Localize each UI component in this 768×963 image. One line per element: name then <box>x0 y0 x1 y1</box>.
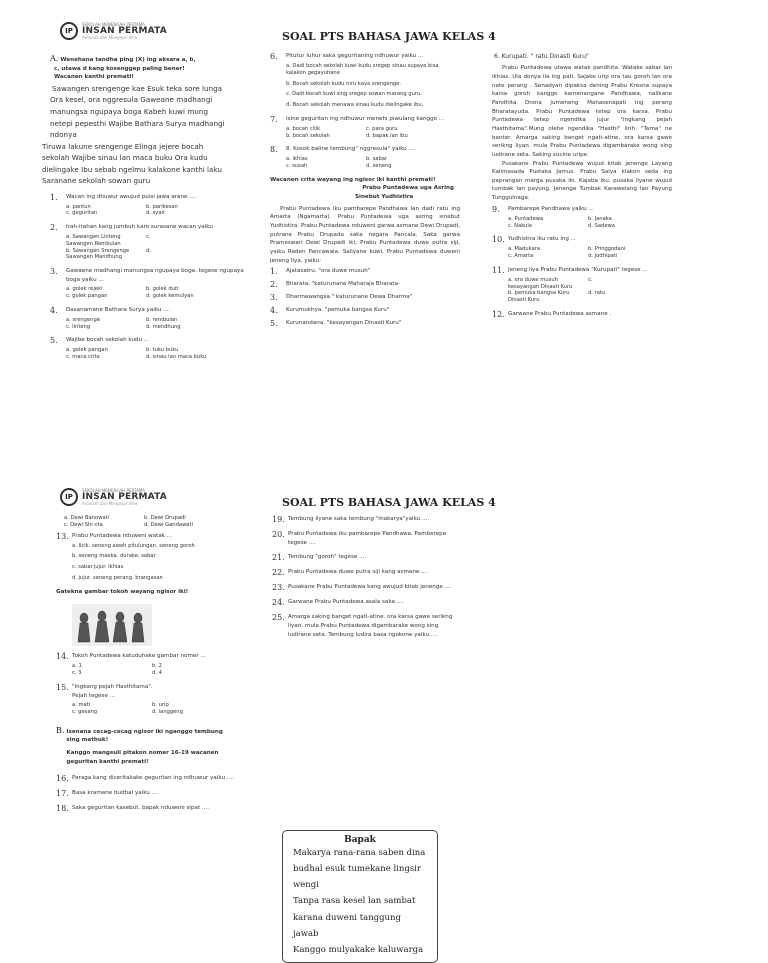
option: Dinasti Kuru <box>508 297 540 304</box>
question-row <box>270 115 460 124</box>
options-grid <box>270 126 460 140</box>
read-instruction: Wacanen kanthi premati! <box>54 74 134 81</box>
passage-line: sekolah Wajibe sinau lan maca buku Ora kudu <box>42 153 208 163</box>
question-list <box>50 193 245 361</box>
options-list <box>270 63 460 109</box>
logo-subtitle: SEKOLAH MENENGAH PERTAMA <box>82 21 146 27</box>
name-item <box>270 293 460 302</box>
instruction-line: Kanggo mangsuli pitakon nomer 16-19 wacanen <box>66 750 219 757</box>
question-row <box>272 568 457 577</box>
question-text: Amarga saking banget ngati-atine. ora karsa gawe serikng liyan. mula Prabu Puntadewa digambarake wong sing ludirane seta. Tembung ludira basa ngokone yaiku .... <box>288 614 453 638</box>
name-number: 1. <box>270 267 278 277</box>
question-list <box>56 774 256 813</box>
page-title: SOAL PTS BAHASA JAWA KELAS 4 <box>282 30 496 43</box>
question <box>270 52 460 109</box>
school-logo <box>60 488 167 506</box>
option <box>146 254 226 261</box>
question <box>50 336 245 361</box>
option: d. langgeng <box>152 709 183 716</box>
question-number: 3. <box>50 267 58 277</box>
instruction-line: c, utawa d kang kosenggep paling bener! <box>54 65 185 72</box>
question-row <box>50 336 245 345</box>
wayang-figures-icon <box>72 604 152 646</box>
question-text: Basa kramane budhal yaiku .... <box>72 790 159 797</box>
option: c. Dadi bocah kuwi sing sregep sowan marang guru. <box>286 91 422 98</box>
option: c. maca crita <box>66 354 100 361</box>
options-grid <box>56 663 256 677</box>
question-row <box>56 532 256 541</box>
options-grid <box>50 234 245 261</box>
option: c. <box>146 234 151 241</box>
option: b. seneng maeka. durake. sabar <box>72 553 156 560</box>
option: b. Pringgodani <box>588 246 626 253</box>
option <box>588 284 668 291</box>
question-number: 25. <box>272 613 285 623</box>
name-number: 3. <box>270 293 278 303</box>
question-row <box>56 652 256 661</box>
question-text: Garwane Prabu Puntadewa asmane . <box>508 310 612 317</box>
question-row <box>50 306 245 315</box>
option: c. Nakula <box>508 222 532 229</box>
passage-line: dielingake Ibu sebab ngelmu kalakone kanthi laku <box>42 164 222 174</box>
story-paragraph: Prabu Puntadewa utawa watak pandhita. Watake sabar lan ikhlas. Ula donya ila ing pati. Sajake urip ora tau goroh lan ora nate perang . Senadyan dipaksa dening Prabu Kresna supaya karsa goroh kanggo kamenangane Pandhawa, nalikane Pandhita Drona jumeneng Mahasenapati ing perang Bharatayuda. Prabu Puntadewa tetep ora karsa. Prabu Puntadewa tetep ngendika jujur "ingkang pejah Hasthitama".Mung olehe ngendika "Hasthi" lirih. "Tama" ne banter. Amarga saking banget ngati-atine, ora karsa gawe serikng liyan. mula Prabu Puntadewa digambarake wong sing ludirane seta. Saking sucine uripe. <box>492 65 672 158</box>
instruction-line: sing mathuk! <box>66 737 109 744</box>
question-row <box>492 235 672 244</box>
question-number: 6. <box>270 52 278 61</box>
page2-right-column <box>272 515 457 645</box>
name-text: Ajatasatru. "ora duwe musuh" <box>286 268 371 275</box>
question-row <box>50 267 245 284</box>
logo-mark: IP <box>60 22 78 40</box>
question <box>272 568 457 577</box>
logo-tagline: Amanah dan Mengejar Ilmu <box>82 500 138 506</box>
options-grid <box>50 347 245 361</box>
question-text: Irah-irahan kang jumbuh karo surasane wacan yaiku <box>66 224 213 231</box>
option: b. sabar <box>366 156 388 163</box>
question <box>50 193 245 218</box>
question <box>272 530 457 547</box>
question-text: Yudhistira iku ratu ing ... <box>508 236 577 243</box>
option: b. 2 <box>152 663 162 670</box>
option: c. Amarta <box>508 253 534 260</box>
options-grid <box>270 156 460 170</box>
option: d. jujur. seneng perang. brangasan <box>72 574 163 581</box>
question-list <box>272 515 457 639</box>
question <box>272 613 457 639</box>
question-text: Jeneng liya Prabu Puntadewa "Kurupati" tegese ... <box>508 266 648 273</box>
question-number: 4. <box>50 305 58 315</box>
question-15 <box>56 683 256 716</box>
name-number: 2. <box>270 280 278 290</box>
option: a. Dadi bocah sekolah kuwi kudu sregep sinau supaya bisa kalakon gegayuhane <box>286 63 439 76</box>
question-number: 22. <box>272 568 285 578</box>
option: c. susah <box>286 163 308 169</box>
question <box>270 145 460 170</box>
question-number: 14. <box>56 652 69 662</box>
question-number: 20. <box>272 530 285 539</box>
question-row <box>492 310 672 319</box>
option: c. Dewi Shi nta <box>64 521 103 528</box>
name-item: 6. Kurupati. " ratu Dinasti Kuru" <box>494 53 589 60</box>
option: d. Dewi Gandawati <box>144 521 193 528</box>
poem-line: karana duweni tanggung jawab <box>293 912 401 939</box>
question-text: Gawaene madhangi manungsa ngupaya boga. tegese ngupaya boga yaiku ... <box>66 268 244 283</box>
name-list <box>270 267 460 328</box>
option: d. ratu <box>588 290 606 297</box>
question-text: Pusakane Prabu Puntadewa kang awujud kitab jenenge .... <box>288 584 452 591</box>
story-body: Prabu Puntadewa iku pambarepe Pandhawa lan dadi ratu ing Amarta (Ngamarta). Prabu Puntadewa uga asring sinebut Yudhistira. Prabu Puntadewa nduweni garwa asmane Dewi Drupadi, putrane Prabu Drupada saka negara Pancala. Saka garwa Prameswari Dewi Drupadi iki, Prabu Puntadewa duwe putra siji, yaiku Raden Pancawala. Saliyane kuwi, Prabu Puntadewa duweni jeneng liya, yaiku: <box>270 205 460 264</box>
question <box>272 515 457 524</box>
question <box>56 683 256 716</box>
question-row <box>270 145 460 154</box>
question-row <box>492 266 672 275</box>
option: d. golek kemulyan <box>146 293 194 300</box>
poem-line: Kanggo mulyakake kaluwarga <box>293 944 424 955</box>
question-number: 12. <box>492 309 505 319</box>
option: c. golek pangan <box>66 293 108 300</box>
passage-line: Sawangen srengenge kae Esuk teka sore lunga <box>52 83 223 93</box>
question-row <box>272 530 457 547</box>
question-number: 21. <box>272 553 285 563</box>
question-text: Dasanamane Bathara Surya yaiku .... <box>66 306 171 313</box>
poem-line: Tanpa rasa kesel lan sambat <box>293 896 416 907</box>
question-text: Tembung liyane saka tembung "makarya"yaiku .... <box>288 516 430 522</box>
question <box>492 266 672 304</box>
section-b-label: B. <box>56 725 65 735</box>
question <box>50 306 245 331</box>
question-text: Prabu Puntadewa nduweni watak ... <box>72 532 173 539</box>
options-grid <box>492 216 672 230</box>
question-number: 23. <box>272 583 285 593</box>
option: b. Bocah sekolah kudu niru kaya srengenge. <box>286 80 401 87</box>
question-number: 10. <box>492 235 505 245</box>
question-number: 17. <box>56 789 69 799</box>
option: a. golek rejeki <box>66 286 103 293</box>
question-number: 1. <box>50 192 58 202</box>
option: a. Dewi Banowati <box>64 515 110 521</box>
instruction-line: Wenehana tandha ping (X) ing aksara a, b, <box>60 57 196 63</box>
page-title: SOAL PTS BAHASA JAWA KELAS 4 <box>282 496 496 509</box>
question-row <box>272 515 457 524</box>
question-row <box>272 598 457 607</box>
option: a. mati <box>72 702 91 709</box>
page2-left-column <box>56 515 256 819</box>
options-grid <box>492 277 672 304</box>
question <box>272 553 457 562</box>
question-number: 7. <box>270 114 278 124</box>
name-item <box>270 267 460 276</box>
school-logo <box>60 22 167 40</box>
question-row <box>56 683 256 692</box>
question-text: Garwane Prabu Puntadewa asala saka .... <box>288 599 404 606</box>
option: a. licik. seneng aweh pitulungan. seneng goroh <box>72 542 195 549</box>
option: d. bapak lan ibu <box>366 132 408 139</box>
question <box>50 223 245 261</box>
option: b. bocah sekolah <box>286 132 330 139</box>
question-number: 13. <box>56 531 69 541</box>
poem-box <box>282 830 438 963</box>
options-grid <box>50 317 245 331</box>
question-number: 2. <box>50 223 58 233</box>
question <box>56 774 256 783</box>
question <box>56 532 256 582</box>
option: c. <box>588 276 593 283</box>
option: b. Janaka <box>588 215 612 222</box>
name-text: Kurumukhya. "pemuka bangsa Kuru" <box>286 307 390 314</box>
story-title: Prabu Puntadewa uga Asring <box>362 185 454 192</box>
option: c. para guru <box>366 125 398 132</box>
question <box>56 652 256 677</box>
option: a. ikhlas <box>286 156 308 163</box>
option: a. 1 <box>72 663 82 670</box>
option: b. pemuka bangsa Kuru <box>508 290 570 297</box>
section-a-label: A. <box>50 54 59 63</box>
question-text: Pitutur luhur saka geguritaning ndhuwur yaiku ... <box>286 53 424 59</box>
poem-passage <box>42 83 245 187</box>
image-instruction: Gatekna gambar tokoh wayang ngisor iki! <box>56 588 189 595</box>
logo-subtitle: SEKOLAH MENENGAH PERTAMA <box>82 487 146 493</box>
option: c. geguritan <box>66 210 98 217</box>
option: d. Bocah sekolah menawa sinau kudu dielingake ibu. <box>286 102 424 108</box>
question-number: 8. <box>270 145 278 155</box>
question-row <box>56 789 256 798</box>
column-3 <box>492 52 672 325</box>
passage-line: netepi pepesthi Wajibe Bathara Surya madhangi <box>50 118 225 128</box>
passage-line: manungsa ngupaya boga Kabeh kuwi mung <box>50 107 209 116</box>
question <box>50 267 245 300</box>
poem-title: Bapak <box>344 835 376 845</box>
question-text: Prabu Puntadewa iku pambarepe Pandhawa. Pamberepe tegese .... <box>288 531 447 546</box>
story-instruction: Wacanen crita wayang ing ngisor iki kanthi premati! <box>270 176 436 183</box>
question-row <box>50 193 245 202</box>
question-number: 11. <box>492 265 505 275</box>
question-row <box>270 52 460 61</box>
option: d. Sadewa <box>588 222 615 229</box>
passage-line: Saranane sekolah sowan guru <box>42 176 151 186</box>
name-item <box>270 306 460 315</box>
question <box>272 598 457 607</box>
question-text: Saka geguritan kasebut. bapak nduweni sipat .... <box>72 805 210 812</box>
options-grid <box>50 286 245 300</box>
question-text: Paraga kang diceritakake geguritan ing ndhuwur yaiku .... <box>72 775 234 782</box>
option <box>588 297 668 304</box>
question <box>56 789 256 798</box>
option: Sawangen Mandhung <box>66 254 122 261</box>
option: b. Dewi Drupadi <box>144 515 186 521</box>
wayang-figures-image <box>72 604 152 646</box>
column-1 <box>42 54 245 367</box>
question-sub: Pejah tegese ... <box>72 692 116 699</box>
question-text: Wajibe bocah sekolah kudu ... <box>66 337 150 344</box>
poem-lines <box>293 845 427 958</box>
question-text: "ingkang pejah Hasthitama". <box>72 683 153 690</box>
options-grid <box>492 246 672 260</box>
poem-line: budhal esuk tumekane lingsir wengi <box>293 864 421 891</box>
question-list <box>270 52 460 170</box>
passage-line: Ora kesel, ora nggresula Gaweane madhangi <box>50 95 213 105</box>
question-text: 8. Kosok baline tembung" nggresula" yaiku .... <box>286 146 416 153</box>
question <box>272 583 457 592</box>
option: a. Sawangen Linteng <box>66 234 121 241</box>
question <box>492 235 672 260</box>
question-number: 9. <box>492 204 500 214</box>
option: a. golek pangan <box>66 347 108 354</box>
question-13 <box>56 532 256 582</box>
name-item <box>270 319 460 328</box>
option: c. gesang <box>72 709 98 716</box>
question-row <box>56 804 256 813</box>
option: a. Madukara <box>508 246 541 253</box>
question-row <box>50 223 245 232</box>
name-text: Kurunandana. "kesayangan Dinasti Kuru" <box>286 320 402 327</box>
question-text: Pambarepe Pandhawa yaiku ... <box>508 205 594 212</box>
poem-line: Makarya rana-rana saben dina <box>293 848 426 858</box>
option: c. 3 <box>72 669 82 676</box>
name-text: Bharata. "katurunane Maharaja Bharata- <box>286 281 401 288</box>
options-grid <box>56 702 256 716</box>
question-number: 15. <box>56 682 69 692</box>
question <box>270 115 460 140</box>
question-text: Tembung "goroh" tegese .... <box>288 554 367 561</box>
option: c. sabar.jujur. ikhlas <box>72 564 124 570</box>
option: a. pantun <box>66 203 91 210</box>
option: b. golek duit <box>146 286 179 293</box>
question-row <box>492 205 672 214</box>
carry-options <box>56 515 256 529</box>
name-text: Dharmawangsa." katurunane Dewa Dharma" <box>286 294 413 301</box>
question <box>492 310 672 319</box>
question-number: 18. <box>56 804 69 814</box>
question-row <box>272 613 457 639</box>
question <box>492 205 672 230</box>
name-number: 5. <box>270 319 278 329</box>
question-row <box>56 774 256 783</box>
option: b. urip <box>152 702 169 709</box>
question-text: Prabu Puntadewa duwe putra siji kang asmane .... <box>288 569 429 576</box>
question-row <box>272 553 457 562</box>
story-title: Sinebut Yudhistira <box>355 194 414 201</box>
option: d. syair <box>146 210 166 217</box>
logo-name: INSAN PERMATA <box>82 491 167 502</box>
option: a. bocah cilik <box>286 125 321 132</box>
options-list <box>56 543 256 582</box>
question-list <box>492 205 672 319</box>
question-row <box>272 583 457 592</box>
question <box>56 804 256 813</box>
column-2 <box>270 52 460 332</box>
option: c. linteng <box>66 323 91 330</box>
option: d. sinau lan maca buku <box>146 354 207 361</box>
options-grid <box>50 204 245 218</box>
option <box>146 241 226 248</box>
option: d. 4 <box>152 669 162 676</box>
question-number: 24. <box>272 598 285 608</box>
question-number: 19. <box>272 515 285 524</box>
logo-tagline: Amanah dan Mengejar Ilmu <box>82 34 138 40</box>
option: b. parikesan <box>146 203 178 210</box>
question-14 <box>56 652 256 677</box>
question-text: Tokoh Puntadewa katuduhake gambar nomer ... <box>72 653 206 660</box>
option: d. mendhung <box>146 323 181 330</box>
name-item <box>270 280 460 289</box>
option: Sawangen Rembulan <box>66 240 121 247</box>
option: d. Jodhipati <box>588 253 618 260</box>
option: a. Puntadewa <box>508 215 544 222</box>
question-text: Wacan ing dhuwur awujud puisi jawa arane .... <box>66 193 197 200</box>
option: b. tuku buku <box>146 347 179 354</box>
name-number: 4. <box>270 306 278 316</box>
question-text: Isine geguritan ing ndhuwur menehi piwulang kanggo ... <box>286 115 445 122</box>
option: d. seneng <box>366 163 392 169</box>
logo-mark: IP <box>60 488 78 506</box>
question-number: 5. <box>50 336 58 346</box>
options-grid <box>64 515 256 529</box>
passage-line: Tiruwa lakune srengenge Elinga jejere bocah <box>42 141 204 151</box>
instruction-line: Isenana cecag-cecag ngisor iki nganggo tembung <box>66 728 223 735</box>
logo-name: INSAN PERMATA <box>82 25 167 36</box>
option: a. ora duwe musuh <box>508 276 558 283</box>
option: kesayangan Dinasti Kuru <box>508 283 573 290</box>
instruction-line: geguritan kanthi premati! <box>66 758 149 765</box>
story-paragraph: Pusakane Prabu Puntadewa wujud kitab jenenge Layang Kalimasada Pustaka Jamus. Prabu Salya klakon seda ing paprangan marga pusaka iki. Kajaba iku, pusaka liyane wujud tumbak lan payung. Jenenge Tumbak Karawelang lan Payung Tunggulnaga. <box>492 160 672 202</box>
option: b. rembulan <box>146 316 178 323</box>
option: a. srengenge <box>66 316 100 323</box>
passage-line: ndonya <box>50 130 77 140</box>
option: b. Sawangen Srengenge <box>66 247 130 254</box>
question-number: 16. <box>56 774 69 784</box>
option: d. <box>146 247 151 254</box>
